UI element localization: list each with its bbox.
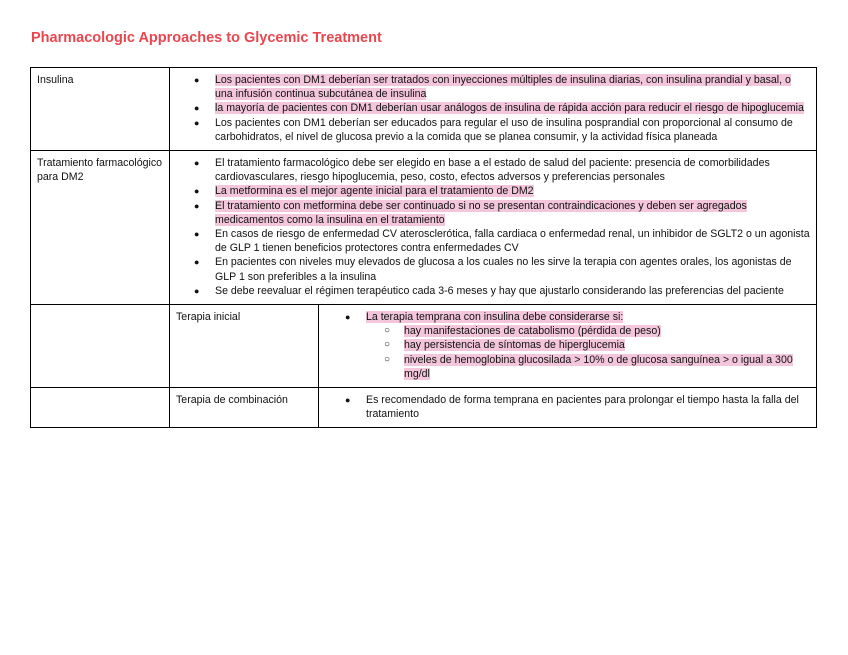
list-item [215,73,810,101]
treatment-table [30,67,817,428]
row-content-terapia-inicial [319,305,817,388]
row-label-insulina: Insulina [31,68,170,151]
highlighted-text: La metformina es el mejor agente inicial para el tratamiento de DM2 [215,185,534,198]
sub-list-item [404,338,810,352]
row-label-terapia-combinacion: Terapia de combinación [170,388,319,428]
highlighted-text: Los pacientes con DM1 deberían ser tratados con inyecciones múltiples de insulina diarias, con insulina prandial y basal, o una infusión continua subcutánea de insulina [215,74,791,101]
list-item [215,101,810,115]
list-item: ● En casos de riesgo de enfermedad CV aterosclerótica, falla cardiaca o enfermedad renal, un inhibidor de SGLT2 o un agonista de GLP 1 tienen beneficios protectores contra enfermedades CV [215,227,810,255]
highlighted-text: la mayoría de pacientes con DM1 deberían usar análogos de insulina de rápida acción para reducir el riesgo de hipoglucemia [215,102,804,115]
list-item: ● Los pacientes con DM1 deberían ser educados para regular el uso de insulina posprandial con proporcional al consumo de carbohidratos, el nivel de glucosa previo a la comida que se planea consumir, y la actividad física planeada [215,116,810,144]
row-label-dm2: Tratamiento farmacológico para DM2 [31,151,170,305]
table-row-insulina [31,68,817,151]
list-item: ● El tratamiento farmacológico debe ser elegido en base a el estado de salud del paciente: presencia de comorbilidades cardiovasculares, riesgo hipoglucemia, peso, costo, efectos adversos y preferencias personales [215,156,810,184]
list-item [215,199,810,227]
sub-list-item [404,353,810,381]
list-item [215,184,810,198]
list-item: ● Es recomendado de forma temprana en pacientes para prolongar el tiempo hasta la falla del tratamiento [366,393,810,421]
list-item [366,310,810,381]
row-content-terapia-combinacion [319,388,817,428]
highlighted-text: niveles de hemoglobina glucosilada > 10% o de glucosa sanguínea > o igual a 300 mg/dl [404,353,793,380]
highlighted-text: hay persistencia de síntomas de hiperglucemia [404,339,625,352]
list-item: ● Se debe reevaluar el régimen terapéutico cada 3-6 meses y hay que ajustarlo considerando las preferencias del paciente [215,284,810,298]
highlighted-text: hay manifestaciones de catabolismo (pérdida de peso) [404,325,661,338]
sub-list-item [404,324,810,338]
table-row-terapia-combinacion [31,388,817,428]
sub-bullet-list [366,324,810,381]
highlighted-text: El tratamiento con metformina debe ser continuado si no se presentan contraindicaciones y deben ser agregados medicamentos como la insulina en el tratamiento [215,199,747,226]
empty-cell [31,388,170,428]
bullet-list [176,73,810,144]
table-row-terapia-inicial [31,305,817,388]
row-label-terapia-inicial: Terapia inicial [170,305,319,388]
highlighted-text: La terapia temprana con insulina debe considerarse si: [366,311,624,324]
table-row-dm2 [31,151,817,305]
row-content-dm2 [170,151,817,305]
bullet-list [325,393,810,421]
bullet-list [325,310,810,381]
list-item: ● En pacientes con niveles muy elevados de glucosa a los cuales no les sirve la terapia con agentes orales, los agonistas de GLP 1 son preferibles a la insulina [215,255,810,283]
page-title: Pharmacologic Approaches to Glycemic Treatment [31,30,382,46]
row-content-insulina [170,68,817,151]
bullet-list [176,156,810,298]
empty-cell [31,305,170,388]
